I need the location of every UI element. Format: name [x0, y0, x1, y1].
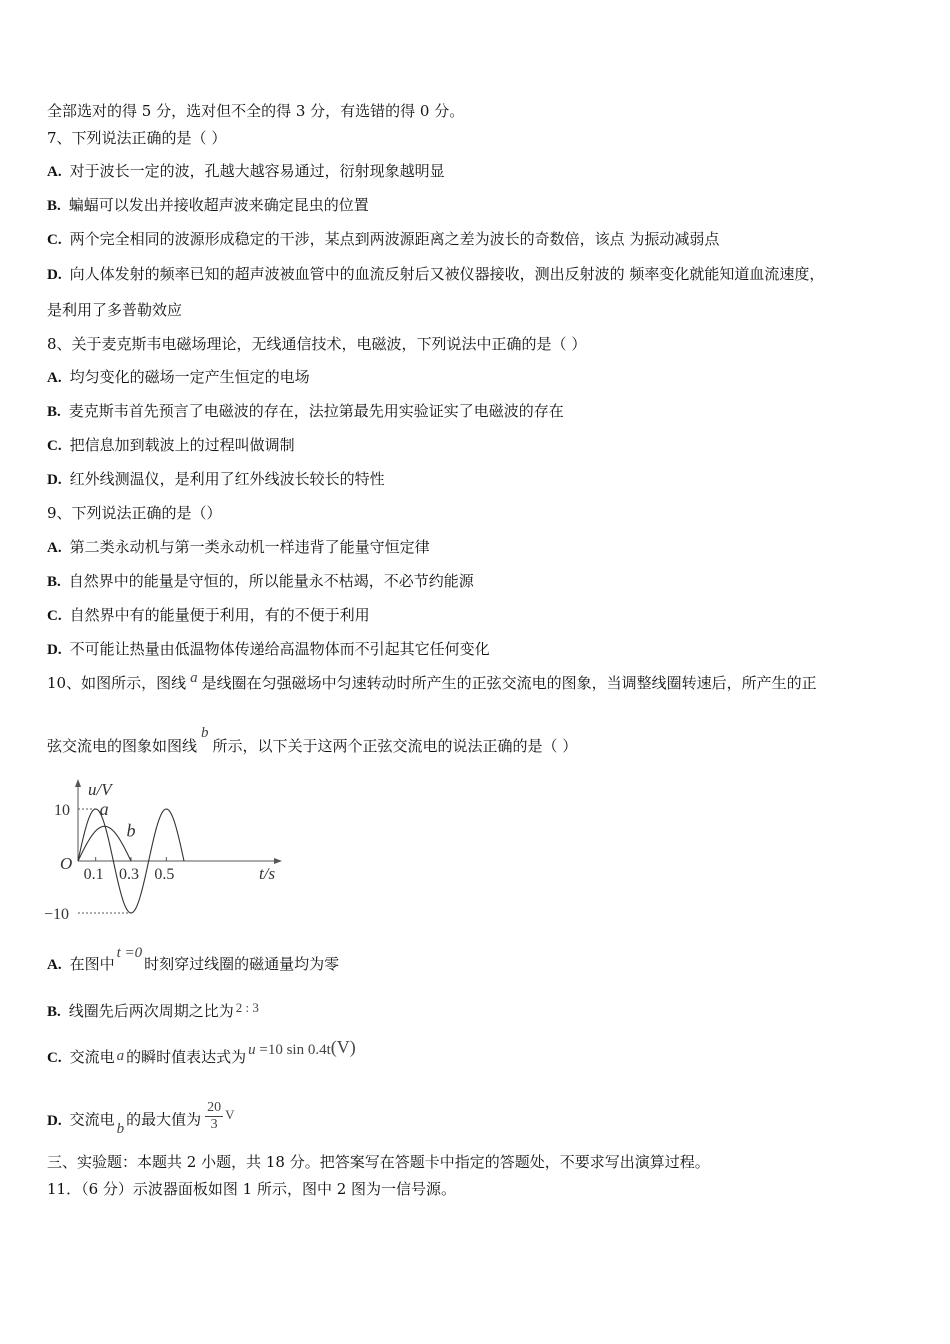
option-letter: A.: [47, 164, 62, 180]
option-symbol: b: [116, 1120, 125, 1137]
option-math: 2 : 3: [235, 1000, 259, 1015]
q10-stem-part: 弦交流电的图象如图线: [47, 737, 198, 755]
option-math: t =0: [116, 945, 143, 961]
q10-option-a: [47, 945, 340, 975]
option-letter: C.: [47, 232, 62, 248]
option-text: 在图中: [69, 955, 115, 973]
q9-option-d: [47, 639, 490, 660]
q9-option-c: [47, 605, 370, 626]
option-text: 把信息加到载波上的过程叫做调制: [69, 436, 295, 454]
q7-option-a: [47, 161, 445, 182]
q10-stem-part: 10、如图所示，图线: [47, 674, 187, 692]
option-text: 两个完全相同的波源形成稳定的干涉，某点到两波源距离之差为波长的奇数倍，该点 为振动减弱点: [69, 230, 720, 248]
option-fraction: [205, 1100, 223, 1133]
q9-option-b: [47, 571, 474, 592]
q7-stem: 7、下列说法正确的是（ ）: [47, 129, 227, 147]
option-text: 蝙蝠可以发出并接收超声波来确定昆虫的位置: [68, 196, 369, 214]
q7-option-d-continuation: 是利用了多普勒效应: [47, 301, 183, 319]
q7-option-c: [47, 229, 719, 250]
curve-label-a: a: [99, 799, 109, 819]
x-tick-label: 0.5: [154, 866, 175, 883]
option-text: 交流电: [69, 1048, 115, 1066]
option-letter: C.: [47, 608, 62, 624]
option-letter: D.: [47, 267, 62, 283]
y-axis-label: u/V: [88, 780, 112, 799]
q10-stem-line1: [47, 670, 817, 694]
option-math: u: [248, 1042, 256, 1058]
y-tick-label: −10: [44, 906, 70, 923]
y-axis-arrow: [75, 779, 81, 787]
option-text: 的瞬时值表达式为: [126, 1048, 247, 1066]
q8-option-c: [47, 435, 295, 456]
option-letter: C.: [47, 438, 62, 454]
q8-option-a: [47, 367, 310, 388]
fraction-numerator: 20: [207, 1100, 222, 1115]
q11-stem: 11．（6 分）示波器面板如图 1 所示，图中 2 图为一信号源。: [47, 1180, 457, 1198]
q10-stem-part: 是线圈在匀强磁场中匀速转动时所产生的正弦交流电的图象，当调整线圈转速后，所产生的正: [201, 674, 817, 692]
curve-label-b: b: [126, 820, 136, 841]
q9-stem: 9、下列说法正确的是（）: [47, 504, 222, 522]
q8-stem: 8、关于麦克斯韦电磁场理论，无线通信技术，电磁波，下列说法中正确的是（ ）: [47, 335, 587, 353]
q8-option-d: [47, 469, 385, 490]
option-text: 红外线测温仪，是利用了红外线波长较长的特性: [69, 470, 385, 488]
option-text: 线圈先后两次周期之比为: [68, 1002, 234, 1020]
option-text: 不可能让热量由低温物体传递给高温物体而不引起其它任何变化: [69, 640, 490, 658]
x-tick-label: 0.1: [83, 866, 104, 883]
option-letter: B.: [47, 404, 61, 420]
option-math: =10 sin 0.4t: [255, 1042, 331, 1058]
origin-label: O: [60, 854, 73, 873]
q10-stem-part: 所示，以下关于这两个正弦交流电的说法正确的是（ ）: [212, 737, 578, 755]
option-letter: D.: [47, 472, 62, 488]
option-letter: A.: [47, 370, 62, 386]
option-letter: A.: [47, 957, 62, 973]
option-math: (V): [330, 1037, 356, 1057]
option-text: 自然界中有的能量便于利用，有的不便于利用: [69, 606, 370, 624]
q10-option-b: [47, 1001, 259, 1022]
option-text: 均匀变化的磁场一定产生恒定的电场: [69, 368, 310, 386]
q7-option-d: [47, 264, 824, 285]
option-unit: V: [225, 1106, 235, 1122]
x-tick-label: 0.3: [119, 866, 139, 883]
y-tick-label: 10: [54, 802, 70, 819]
option-letter: D.: [47, 642, 62, 658]
q10-option-c: [47, 1037, 356, 1068]
fraction-denominator: 3: [210, 1117, 218, 1132]
q10-stem-line2: [47, 725, 578, 757]
option-letter: B.: [47, 1004, 61, 1020]
option-text: 的最大值为: [126, 1110, 202, 1129]
q8-option-b: [47, 401, 564, 422]
option-text: 交流电: [69, 1110, 115, 1129]
option-text: 对于波长一定的波，孔越大越容易通过，衍射现象越明显: [69, 162, 445, 180]
option-text: 自然界中的能量是守恒的，所以能量永不枯竭，不必节约能源: [68, 572, 474, 590]
q10-symbol-a: a: [190, 670, 198, 686]
option-letter: D.: [47, 1112, 62, 1129]
option-text: 时刻穿过线圈的磁通量均为零: [144, 955, 340, 973]
q10-option-d: [47, 1100, 235, 1137]
option-text: 第二类永动机与第一类永动机一样违背了能量守恒定律: [69, 538, 430, 556]
option-text: 向人体发射的频率已知的超声波被血管中的血流反射后又被仪器接收，测出反射波的 频率变化就能知道血流速度，: [69, 265, 825, 283]
x-axis-arrow: [274, 858, 282, 864]
option-letter: B.: [47, 198, 61, 214]
section-3-heading: 三、实验题：本题共 2 小题，共 18 分。把答案写在答题卡中指定的答题处，不要求写出演算过程。: [47, 1153, 710, 1171]
q10-symbol-b: b: [201, 725, 209, 741]
intro-line: 全部选对的得 5 分，选对但不全的得 3 分，有选错的得 0 分。: [47, 102, 465, 120]
option-symbol: a: [116, 1048, 125, 1064]
wave-chart: [40, 775, 290, 925]
q9-option-a: [47, 537, 430, 558]
option-letter: C.: [47, 1050, 62, 1066]
x-axis-label: t/s: [259, 864, 276, 883]
option-text: 麦克斯韦首先预言了电磁波的存在，法拉第最先用实验证实了电磁波的存在: [68, 402, 564, 420]
curve-b: [78, 826, 131, 861]
option-letter: B.: [47, 574, 61, 590]
option-letter: A.: [47, 540, 62, 556]
q7-option-b: [47, 195, 369, 216]
